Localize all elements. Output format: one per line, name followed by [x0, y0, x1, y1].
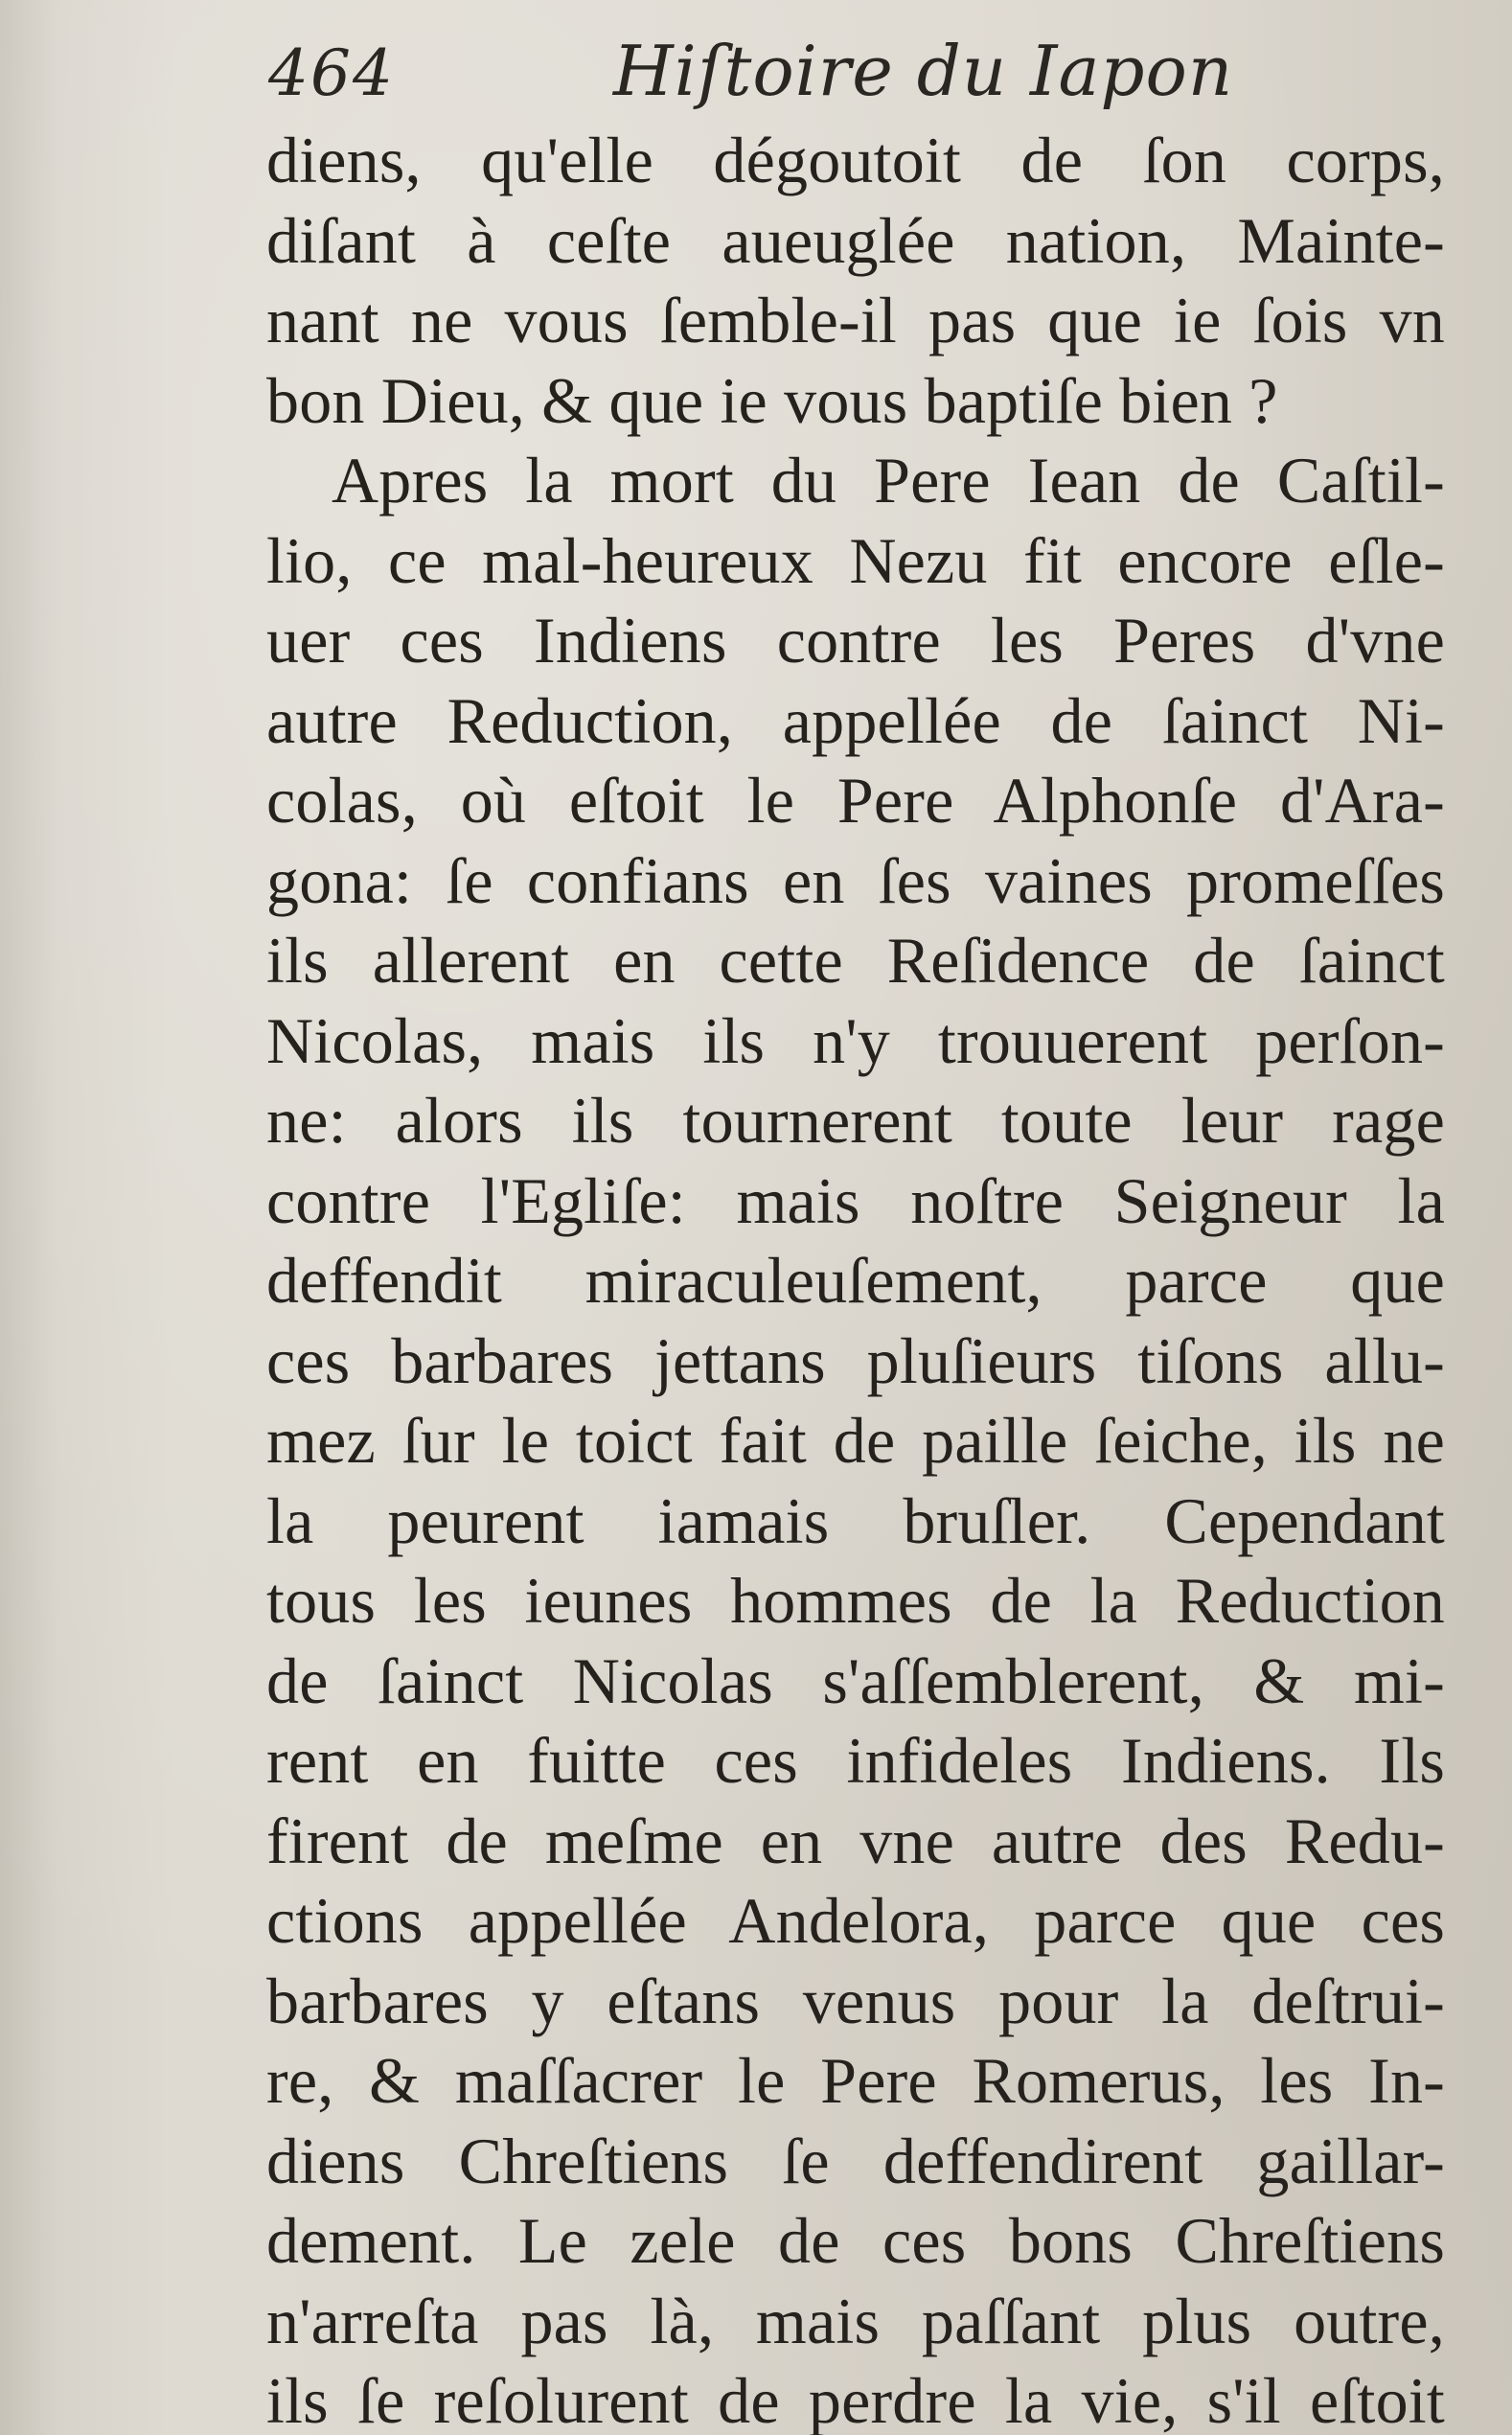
- text-line: diſant à ceſte aueuglée nation, Mainte-: [266, 203, 1445, 277]
- text-line: tous les ieunes hommes de la Reduction: [266, 1564, 1445, 1637]
- text-line: ils allerent en cette Reſidence de ſainct: [266, 924, 1445, 997]
- text-line: contre l'Egliſe: mais noſtre Seigneur la: [266, 1163, 1445, 1237]
- text-line: bon Dieu, & que ie vous baptiſe bien ?: [266, 363, 1278, 437]
- text-line: diens, qu'elle dégoutoit de ſon corps,: [266, 124, 1445, 196]
- text-line: barbares y eſtans venus pour la deſtrui-: [266, 1964, 1445, 2037]
- text-line: ils ſe reſolurent de perdre la vie, s'il eſtoit: [266, 2364, 1445, 2435]
- text-line: Apres la mort du Pere Iean de Caſtil-: [332, 444, 1445, 517]
- text-line: ces barbares jettans pluſieurs tiſons allu-: [266, 1323, 1445, 1397]
- text-line: dement. Le zele de ces bons Chreſtiens: [266, 2204, 1445, 2277]
- body-text: [266, 121, 1445, 2435]
- text-line: n'arreſta pas là, mais paſſant plus outre,: [266, 2284, 1445, 2357]
- text-line: mez ſur le toict fait de paille ſeiche, ils ne: [266, 1404, 1445, 1477]
- text-line: uer ces Indiens contre les Peres d'vne: [266, 604, 1445, 677]
- page-number: 464: [268, 36, 395, 110]
- text-line: de ſainct Nicolas s'aſſemblerent, & mi-: [266, 1643, 1445, 1717]
- text-line: nant ne vous ſemble-il pas que ie ſois vn: [266, 284, 1445, 356]
- text-line: la peurent iamais bruſler. Cependant: [266, 1483, 1445, 1557]
- text-line: lio, ce mal-heureux Nezu fit encore eſle-: [266, 523, 1445, 597]
- text-line: Nicolas, mais ils n'y trouuerent perſon-: [266, 1003, 1445, 1077]
- running-title: Hiſtoire du Iapon: [613, 31, 1234, 111]
- text-line: diens Chreſtiens ſe deffendirent gaillar-: [266, 2124, 1445, 2197]
- text-line: ctions appellée Andelora, parce que ces: [266, 1884, 1445, 1957]
- text-line: rent en fuitte ces infideles Indiens. Ils: [266, 1724, 1445, 1797]
- text-line: re, & maſſacrer le Pere Romerus, les In-: [266, 2044, 1445, 2117]
- text-line: autre Reduction, appellée de ſainct Ni-: [266, 683, 1445, 757]
- text-line: ne: alors ils tournerent toute leur rage: [266, 1084, 1445, 1157]
- text-line: gona: ſe confians en ſes vaines promeſſes: [266, 843, 1445, 917]
- text-line: firent de meſme en vne autre des Redu-: [266, 1803, 1445, 1877]
- text-line: deffendit miraculeuſement, parce que: [266, 1244, 1445, 1317]
- page-header: [268, 27, 1418, 123]
- text-line: colas, où eſtoit le Pere Alphonſe d'Ara-: [266, 764, 1445, 837]
